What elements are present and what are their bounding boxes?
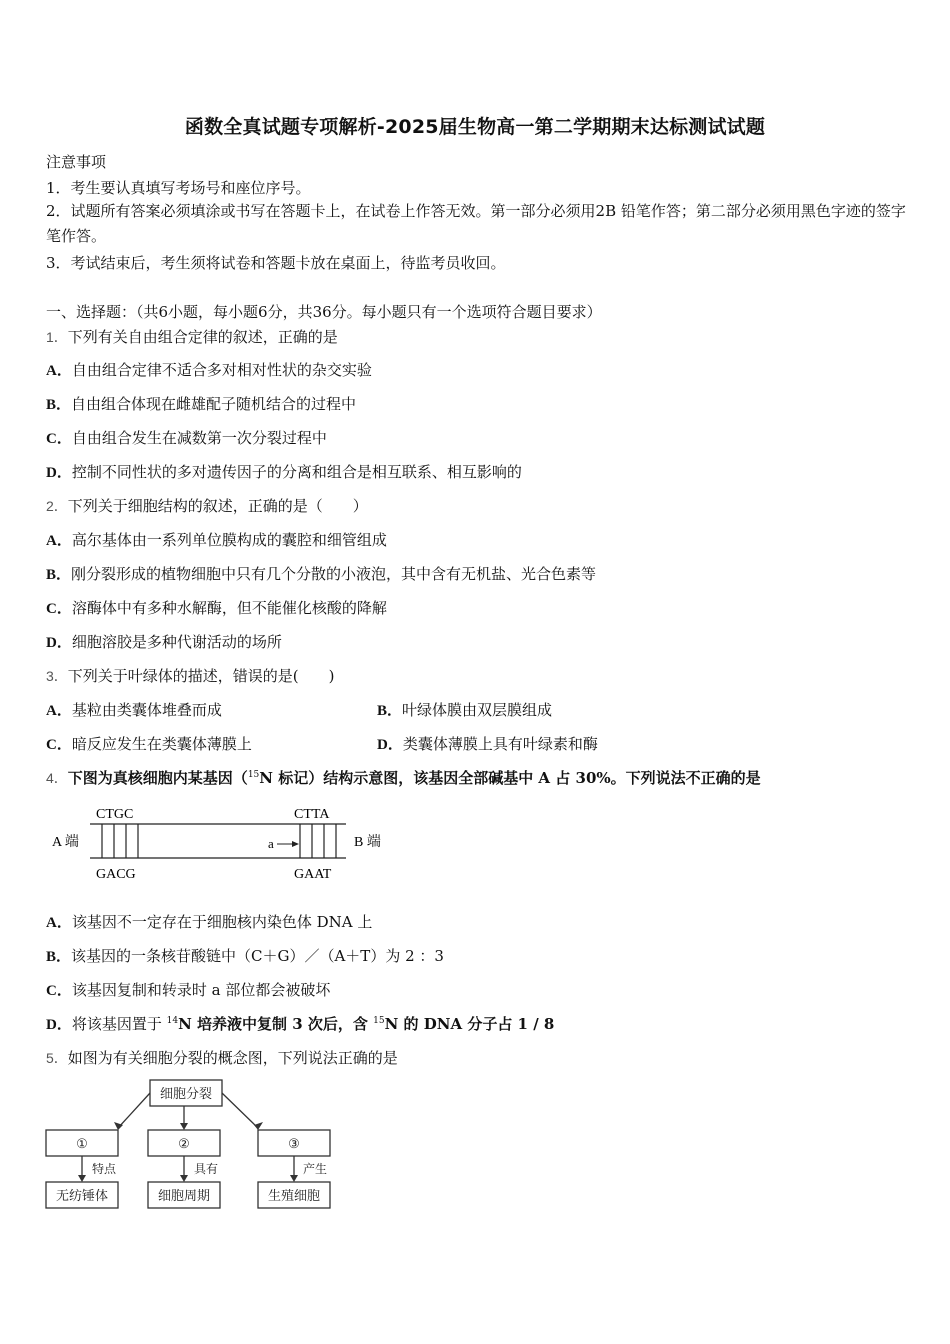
notice-item: 3．考试结束后，考生须将试卷和答题卡放在桌面上，待监考员收回。: [46, 254, 506, 272]
option-text: 类囊体薄膜上具有叶绿素和酶: [402, 735, 598, 753]
option[interactable]: [46, 912, 372, 933]
base-pair-lines-right: [300, 824, 336, 858]
question-stem: [46, 768, 761, 788]
leaf-label-1: 无纺锤体: [55, 1188, 109, 1203]
option-letter: A．: [46, 703, 72, 719]
arrowhead-leaf-3: [290, 1175, 298, 1182]
arrow-a-head: [292, 841, 299, 847]
option[interactable]: [46, 946, 444, 967]
option[interactable]: [46, 428, 327, 449]
arrowhead-node-3: [254, 1122, 263, 1130]
option[interactable]: [46, 530, 387, 551]
option-letter: D．: [377, 737, 403, 753]
node-label-1: ①: [76, 1136, 88, 1151]
option-text: N 的 DNA 分子占 1 / 8: [384, 1015, 555, 1033]
option[interactable]: [46, 462, 522, 483]
figure-label-a-end: A 端: [52, 835, 79, 850]
option-letter: B．: [377, 703, 403, 719]
question-stem: [46, 666, 335, 686]
option[interactable]: [46, 632, 282, 653]
option[interactable]: [46, 598, 387, 619]
option[interactable]: [46, 1014, 554, 1035]
option-letter: B．: [46, 949, 72, 965]
option-letter: C．: [46, 983, 72, 999]
sequence-top-left: CTGC: [96, 807, 134, 822]
option-text: 该基因复制和转录时 a 部位都会被破坏: [71, 981, 331, 999]
option[interactable]: [46, 564, 596, 585]
edge-label-3: 产生: [303, 1162, 328, 1176]
question-stem: [46, 327, 338, 347]
sequence-bottom-right: GAAT: [294, 867, 332, 882]
question-number: 4．: [46, 770, 68, 786]
leaf-label-3: 生殖细胞: [267, 1188, 321, 1203]
isotope-superscript: 14: [166, 1016, 179, 1026]
option[interactable]: [46, 394, 356, 415]
notice-heading: 注意事项: [46, 153, 107, 171]
option-text: 控制不同性状的多对遗传因子的分离和组合是相互联系、相互影响的: [71, 463, 522, 481]
page-title: 函数全真试题专项解析-2025届生物高一第二学期期末达标测试试题: [184, 116, 766, 138]
option-letter: C．: [46, 601, 72, 617]
question-number: 2．: [46, 498, 68, 514]
option-text: 自由组合体现在雌雄配子随机结合的过程中: [71, 395, 357, 413]
question-text: 下列关于叶绿体的描述，错误的是( ): [67, 667, 335, 685]
option-letter: A．: [46, 915, 72, 931]
option-letter: C．: [46, 737, 72, 753]
question-text: 下列关于细胞结构的叙述，正确的是（ ）: [67, 497, 368, 515]
question-stem: [46, 1048, 398, 1068]
node-label-2: ②: [178, 1136, 190, 1151]
option[interactable]: [46, 734, 252, 755]
gene-structure-figure: [46, 800, 396, 890]
question-number: 3．: [46, 668, 68, 684]
question-text: 下图为真核细胞内某基因（: [67, 769, 248, 787]
question-stem: [46, 496, 368, 516]
isotope-superscript: 15: [373, 1016, 385, 1026]
notice-item: 2．试题所有答案必须填涂或书写在答题卡上，在试卷上作答无效。第一部分必须用2B 铅笔作答；第二部分必须用黑色字迹的签字笔作答。: [46, 202, 906, 245]
option-text: 自由组合定律不适合多对相对性状的杂交实验: [71, 361, 372, 379]
arrowhead-leaf-2: [180, 1175, 188, 1182]
option-text: 细胞溶胶是多种代谢活动的场所: [71, 633, 282, 651]
option-letter: B．: [46, 397, 72, 413]
option-letter: D．: [46, 1017, 72, 1033]
question-text: 下列有关自由组合定律的叙述，正确的是: [67, 328, 338, 346]
option-text: 叶绿体膜由双层膜组成: [402, 701, 553, 719]
option-letter: C．: [46, 431, 72, 447]
arrowhead-node-2: [180, 1123, 188, 1130]
sequence-bottom-left: GACG: [96, 867, 136, 882]
section-heading: 一、选择题：（共6小题，每小题6分，共36分。每小题只有一个选项符合题目要求）: [46, 303, 602, 321]
notice-item: 1．考生要认真填写考场号和座位序号。: [46, 179, 311, 197]
node-label-3: ③: [288, 1136, 300, 1151]
arrowhead-leaf-1: [78, 1175, 86, 1182]
question-text: 如图为有关细胞分裂的概念图，下列说法正确的是: [67, 1049, 398, 1067]
edge-label-2: 具有: [194, 1162, 219, 1176]
option-text: 刚分裂形成的植物细胞中只有几个分散的小液泡，其中含有无机盐、光合色素等: [71, 565, 597, 583]
option-letter: D．: [46, 465, 72, 481]
question-text: N 标记）结构示意图，该基因全部碱基中 A 占 30%。下列说法不正确的是: [259, 769, 761, 787]
option[interactable]: [377, 700, 552, 721]
option-text: 自由组合发生在减数第一次分裂过程中: [71, 429, 327, 447]
option-text: 该基因的一条核苷酸链中（C＋G）／（A＋T）为 2 ：3: [71, 947, 444, 965]
option-letter: B．: [46, 567, 72, 583]
option-letter: A．: [46, 533, 72, 549]
option[interactable]: [377, 734, 598, 755]
option[interactable]: [46, 980, 330, 1001]
option-letter: D．: [46, 635, 72, 651]
option-text: 高尔基体由一系列单位膜构成的囊腔和细管组成: [71, 531, 387, 549]
isotope-superscript: 15: [247, 770, 260, 780]
option-text: 基粒由类囊体堆叠而成: [71, 701, 222, 719]
option[interactable]: [46, 700, 222, 721]
connector-root-right: [222, 1093, 258, 1128]
leaf-label-2: 细胞周期: [157, 1188, 211, 1203]
root-node-label: 细胞分裂: [159, 1086, 213, 1101]
figure-label-b-end: B 端: [354, 835, 381, 850]
option-text: N 培养液中复制 3 次后，含: [178, 1015, 374, 1033]
option-text: 暗反应发生在类囊体薄膜上: [71, 735, 252, 753]
question-number: 1．: [46, 329, 68, 345]
edge-label-1: 特点: [92, 1162, 117, 1176]
sequence-top-right: CTTA: [294, 807, 330, 822]
cell-division-concept-map: [44, 1078, 334, 1210]
question-number: 5．: [46, 1050, 68, 1066]
connector-root-left: [118, 1093, 150, 1128]
option[interactable]: [46, 360, 372, 381]
option-text: 溶酶体中有多种水解酶，但不能催化核酸的降解: [71, 599, 387, 617]
option-text: 将该基因置于: [71, 1015, 167, 1033]
base-pair-lines-left: [102, 824, 138, 858]
option-letter: A．: [46, 363, 72, 379]
option-text: 该基因不一定存在于细胞核内染色体 DNA 上: [71, 913, 373, 931]
arrow-label-a: a: [268, 836, 274, 851]
